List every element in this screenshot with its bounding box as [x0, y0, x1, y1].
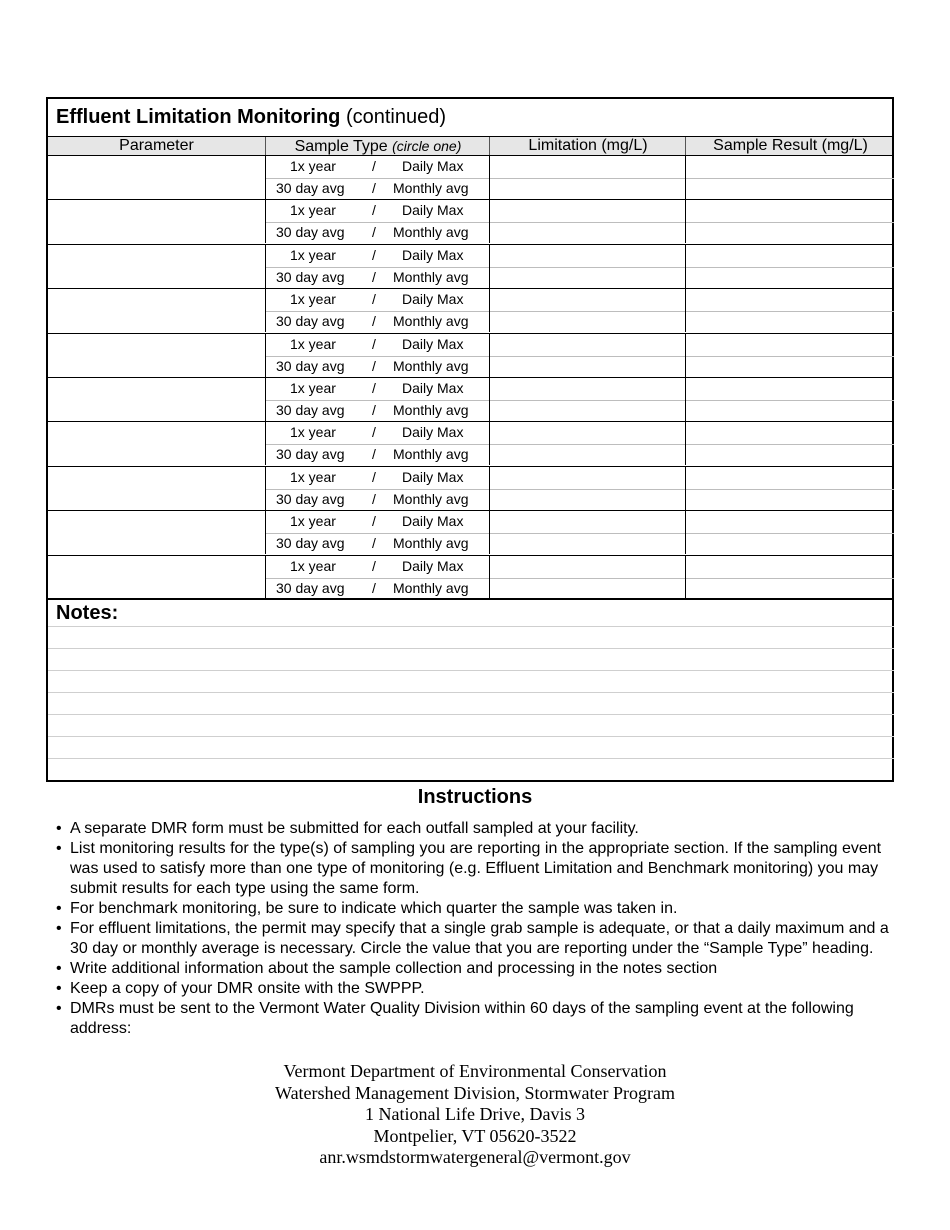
table-row [48, 378, 894, 422]
sample-subrow [265, 378, 894, 401]
sample-type-cell[interactable] [265, 178, 489, 199]
sample-subrow [265, 311, 894, 332]
instructions-title: Instructions [417, 786, 533, 808]
sample-subrow [265, 511, 894, 534]
sample-subrow [265, 422, 894, 445]
sample-subrow [265, 533, 894, 554]
limitation-cell[interactable] [489, 422, 685, 444]
sample-option-separator: / [372, 158, 376, 174]
sample-option-left[interactable]: 30 day avg [276, 446, 345, 463]
result-cell[interactable] [685, 200, 894, 222]
limitation-cell[interactable] [489, 578, 685, 599]
result-cell[interactable] [685, 467, 894, 489]
table-row [48, 156, 894, 200]
sample-type-note: (circle one) [392, 138, 462, 154]
sample-option-right[interactable]: Monthly avg [393, 401, 469, 418]
parameter-cell[interactable] [48, 289, 265, 332]
sample-option-left[interactable]: 1x year [290, 424, 336, 441]
sample-type-cell[interactable] [265, 222, 489, 243]
sample-option-separator: / [372, 424, 376, 441]
limitation-cell[interactable] [489, 378, 685, 400]
sample-option-separator: / [372, 446, 376, 463]
sample-option-separator: / [372, 291, 376, 308]
sample-option-left[interactable]: 30 day avg [276, 579, 345, 596]
sample-type-cell[interactable] [265, 378, 489, 400]
sample-option-separator: / [372, 202, 376, 219]
sample-subrow [265, 556, 894, 579]
limitation-cell[interactable] [489, 511, 685, 533]
limitation-cell[interactable] [489, 311, 685, 332]
effluent-limitation-form [46, 97, 894, 782]
sample-option-left[interactable]: 30 day avg [276, 357, 345, 374]
sample-option-left[interactable]: 30 day avg [276, 535, 345, 552]
sample-option-separator: / [372, 268, 376, 285]
limitation-cell[interactable] [489, 444, 685, 465]
sample-option-right[interactable]: Daily Max [402, 335, 464, 352]
result-cell[interactable] [685, 289, 894, 311]
sample-option-separator: / [372, 513, 376, 530]
form-title-rest: (continued) [340, 106, 447, 128]
result-cell[interactable] [685, 334, 894, 356]
table-row [48, 467, 894, 511]
sample-subrow [265, 356, 894, 377]
table-row [48, 556, 894, 600]
address-line: Montpelier, VT 05620-3522 [373, 1125, 577, 1146]
parameter-cell[interactable] [48, 422, 265, 465]
limitation-cell[interactable] [489, 222, 685, 243]
table-body [48, 156, 894, 600]
sample-option-left[interactable]: 1x year [290, 246, 336, 263]
sample-option-right[interactable]: Daily Max [402, 246, 464, 263]
limitation-cell[interactable] [489, 400, 685, 421]
sample-option-left[interactable]: 30 day avg [276, 268, 345, 285]
limitation-cell[interactable] [489, 178, 685, 199]
table-row [48, 422, 894, 466]
sample-subrow [265, 578, 894, 599]
sample-subrow [265, 200, 894, 223]
table-row [48, 511, 894, 555]
sample-subrow [265, 444, 894, 465]
sample-option-separator: / [372, 535, 376, 552]
sample-type-cell[interactable] [265, 444, 489, 465]
sample-option-separator: / [372, 313, 376, 330]
sample-option-right[interactable]: Daily Max [402, 291, 464, 308]
limitation-cell[interactable] [489, 267, 685, 288]
column-header-result: Sample Result (mg/L) [685, 137, 895, 155]
result-cell[interactable] [685, 156, 894, 178]
sample-option-left[interactable]: 1x year [290, 557, 336, 574]
parameter-cell[interactable] [48, 156, 265, 199]
notes-line[interactable] [48, 648, 894, 649]
sample-option-left[interactable]: 1x year [290, 291, 336, 308]
sample-option-right[interactable]: Daily Max [402, 202, 464, 219]
parameter-cell[interactable] [48, 556, 265, 598]
sample-option-separator: / [372, 490, 376, 507]
sample-option-left[interactable]: 30 day avg [276, 401, 345, 418]
sample-subrow [265, 156, 894, 179]
limitation-cell[interactable] [489, 289, 685, 311]
sample-type-cell[interactable] [265, 489, 489, 510]
sample-option-left[interactable]: 1x year [290, 202, 336, 219]
sample-option-right[interactable]: Daily Max [402, 424, 464, 441]
sample-option-separator: / [372, 246, 376, 263]
sample-subrow [265, 222, 894, 243]
sample-option-separator: / [372, 357, 376, 374]
result-cell[interactable] [685, 378, 894, 400]
limitation-cell[interactable] [489, 489, 685, 510]
sample-option-separator: / [372, 224, 376, 241]
sample-option-right[interactable]: Monthly avg [393, 180, 469, 196]
limitation-cell[interactable] [489, 334, 685, 356]
notes-line[interactable] [48, 758, 894, 759]
form-title-bold: Effluent Limitation Monitoring [56, 106, 341, 128]
sample-type-label: Sample Type [294, 138, 388, 155]
parameter-cell[interactable] [48, 200, 265, 243]
instructions-list [56, 819, 906, 1039]
limitation-cell[interactable] [489, 533, 685, 554]
sample-type-cell[interactable] [265, 289, 489, 311]
sample-option-right[interactable]: Monthly avg [393, 490, 469, 507]
sample-subrow [265, 267, 894, 288]
table-header [48, 136, 892, 156]
sample-type-cell[interactable] [265, 400, 489, 421]
notes-line[interactable] [48, 714, 894, 715]
result-cell[interactable] [685, 489, 894, 510]
address-email[interactable]: anr.wsmdstormwatergeneral@vermont.gov [319, 1147, 631, 1168]
result-cell[interactable] [685, 533, 894, 554]
sample-subrow [265, 467, 894, 490]
notes-line[interactable] [48, 670, 894, 671]
result-cell[interactable] [685, 356, 894, 377]
result-cell[interactable] [685, 245, 894, 267]
result-cell[interactable] [685, 222, 894, 243]
result-cell[interactable] [685, 178, 894, 199]
limitation-cell[interactable] [489, 556, 685, 578]
result-cell[interactable] [685, 311, 894, 332]
notes-line[interactable] [48, 736, 894, 737]
result-cell[interactable] [685, 267, 894, 288]
sample-subrow [265, 178, 894, 199]
instruction-item: • A separate DMR form must be submitted for each outfall sampled at your facility. [56, 819, 906, 839]
limitation-cell[interactable] [489, 156, 685, 178]
sample-type-cell[interactable] [265, 533, 489, 554]
sample-option-right[interactable]: Monthly avg [393, 579, 469, 596]
sample-option-right[interactable]: Daily Max [402, 513, 464, 530]
sample-option-separator: / [372, 379, 376, 396]
sample-option-separator: / [372, 557, 376, 574]
sample-type-cell[interactable] [265, 311, 489, 332]
sample-type-cell[interactable] [265, 511, 489, 533]
sample-option-right[interactable]: Monthly avg [393, 535, 469, 552]
sample-option-left[interactable]: 1x year [290, 379, 336, 396]
parameter-cell[interactable] [48, 511, 265, 554]
table-row [48, 289, 894, 333]
sample-option-left[interactable]: 1x year [290, 158, 336, 174]
form-title [56, 105, 446, 129]
sample-option-left[interactable]: 1x year [290, 335, 336, 352]
instruction-item: • Write additional information about the sample collection and processing in the notes section [56, 959, 906, 979]
sample-option-left[interactable]: 30 day avg [276, 313, 345, 330]
address-line: Watershed Management Division, Stormwater Program [275, 1082, 675, 1103]
table-row [48, 200, 894, 244]
sample-option-right[interactable]: Daily Max [402, 468, 464, 485]
sample-type-cell[interactable] [265, 200, 489, 222]
sample-option-right[interactable]: Monthly avg [393, 313, 469, 330]
sample-option-left[interactable]: 1x year [290, 513, 336, 530]
mailing-address [0, 1061, 950, 1169]
notes-line[interactable] [48, 692, 894, 693]
column-header-parameter: Parameter [119, 137, 194, 154]
sample-option-separator: / [372, 180, 376, 196]
instruction-item: • List monitoring results for the type(s) of sampling you are reporting in the appropriate section. If the sampling event was used to satisfy more than one type of monitoring (e.g. Effluent Limitation and Benchmark monitoring) you may submit results for each type using the same form. [56, 839, 906, 899]
result-cell[interactable] [685, 400, 894, 421]
sample-option-left[interactable]: 1x year [290, 468, 336, 485]
sample-type-cell[interactable] [265, 334, 489, 356]
address-line: 1 National Life Drive, Davis 3 [365, 1104, 585, 1125]
sample-option-right[interactable]: Daily Max [402, 379, 464, 396]
limitation-cell[interactable] [489, 356, 685, 377]
address-line: Vermont Department of Environmental Conservation [283, 1061, 667, 1081]
instruction-item: • Keep a copy of your DMR onsite with the SWPPP. [56, 979, 906, 999]
result-cell[interactable] [685, 556, 894, 578]
result-cell[interactable] [685, 511, 894, 533]
sample-option-right[interactable]: Monthly avg [393, 268, 469, 285]
sample-subrow [265, 289, 894, 312]
limitation-cell[interactable] [489, 467, 685, 489]
parameter-cell[interactable] [48, 334, 265, 377]
sample-subrow [265, 489, 894, 510]
sample-option-separator: / [372, 579, 376, 596]
instruction-item: • For benchmark monitoring, be sure to indicate which quarter the sample was taken in. [56, 899, 906, 919]
sample-option-left[interactable]: 30 day avg [276, 180, 345, 196]
sample-option-right[interactable]: Monthly avg [393, 357, 469, 374]
sample-type-cell[interactable] [265, 578, 489, 599]
limitation-cell[interactable] [489, 245, 685, 267]
sample-subrow [265, 245, 894, 268]
instruction-item: • DMRs must be sent to the Vermont Water Quality Division within 60 days of the sampling event at the following address: [56, 999, 906, 1039]
column-header-limitation: Limitation (mg/L) [489, 137, 686, 155]
sample-type-cell[interactable] [265, 245, 489, 267]
column-header-sample-type [265, 137, 490, 155]
sample-option-right[interactable]: Daily Max [402, 557, 464, 574]
instruction-item: • For effluent limitations, the permit may specify that a single grab sample is adequate, or that a daily maximum and a 30 day or monthly average is necessary. Circle the value that you are reporting under the “Sample Type” heading. [56, 919, 906, 959]
sample-option-left[interactable]: 30 day avg [276, 224, 345, 241]
sample-type-cell[interactable] [265, 556, 489, 578]
sample-type-cell[interactable] [265, 356, 489, 377]
limitation-cell[interactable] [489, 200, 685, 222]
result-cell[interactable] [685, 422, 894, 444]
sample-option-right[interactable]: Monthly avg [393, 446, 469, 463]
sample-subrow [265, 334, 894, 357]
result-cell[interactable] [685, 578, 894, 599]
sample-type-cell[interactable] [265, 422, 489, 444]
sample-option-right[interactable]: Daily Max [402, 158, 464, 174]
result-cell[interactable] [685, 444, 894, 465]
notes-label: Notes: [56, 602, 119, 624]
sample-subrow [265, 400, 894, 421]
parameter-cell[interactable] [48, 245, 265, 288]
notes-line[interactable] [48, 626, 894, 627]
sample-option-left[interactable]: 30 day avg [276, 490, 345, 507]
sample-option-right[interactable]: Monthly avg [393, 224, 469, 241]
sample-option-separator: / [372, 335, 376, 352]
sample-option-separator: / [372, 401, 376, 418]
table-row [48, 245, 894, 289]
sample-type-cell[interactable] [265, 267, 489, 288]
parameter-cell[interactable] [48, 467, 265, 510]
sample-option-separator: / [372, 468, 376, 485]
sample-type-cell[interactable] [265, 156, 489, 178]
table-row [48, 334, 894, 378]
sample-type-cell[interactable] [265, 467, 489, 489]
parameter-cell[interactable] [48, 378, 265, 421]
